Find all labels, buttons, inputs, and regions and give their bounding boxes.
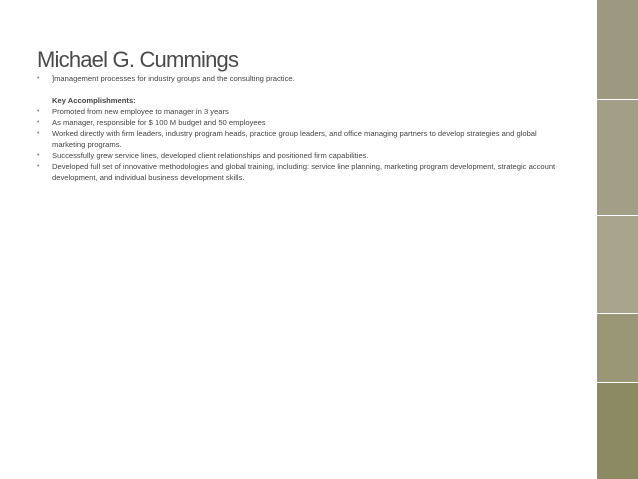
bullet-text: Successfully grew service lines, developed client relationships and positioned firm capabilities. <box>52 151 369 160</box>
bullet-icon: • <box>37 75 40 82</box>
bullet-item <box>37 128 557 150</box>
bullet-icon: • <box>37 108 40 115</box>
bullet-text: Promoted from new employee to manager in 3 years <box>52 107 229 116</box>
bullet-text: ]management processes for industry groups and the consulting practice. <box>52 74 295 83</box>
side-color-bar <box>597 314 638 382</box>
bullet-item <box>37 106 557 117</box>
side-color-bar <box>597 0 638 99</box>
slide-title: Michael G. Cummings <box>37 47 239 72</box>
bullet-item <box>37 117 557 128</box>
bullet-icon: • <box>37 152 40 159</box>
bullet-item <box>37 73 557 84</box>
side-color-bar <box>597 100 638 215</box>
bullet-text: Worked directly with firm leaders, industry program heads, practice group leaders, and office managing partners to develop strategies and global marketing programs. <box>52 129 537 149</box>
bullet-icon: • <box>37 119 40 126</box>
bullet-icon: • <box>37 163 40 170</box>
section-heading: Key Accomplishments: <box>52 96 136 105</box>
bullet-text: As manager, responsible for $ 100 M budget and 50 employees <box>52 118 266 127</box>
bullet-item <box>37 150 557 161</box>
slide-body <box>37 73 557 183</box>
side-color-bar <box>597 383 638 479</box>
bullet-item <box>37 161 557 183</box>
bullet-text: Developed full set of innovative methodologies and global training, including: service line planning, marketing program development, strategic account development, and individual business development skills. <box>52 162 556 182</box>
bullet-icon: • <box>37 130 40 137</box>
side-color-bar <box>597 216 638 313</box>
